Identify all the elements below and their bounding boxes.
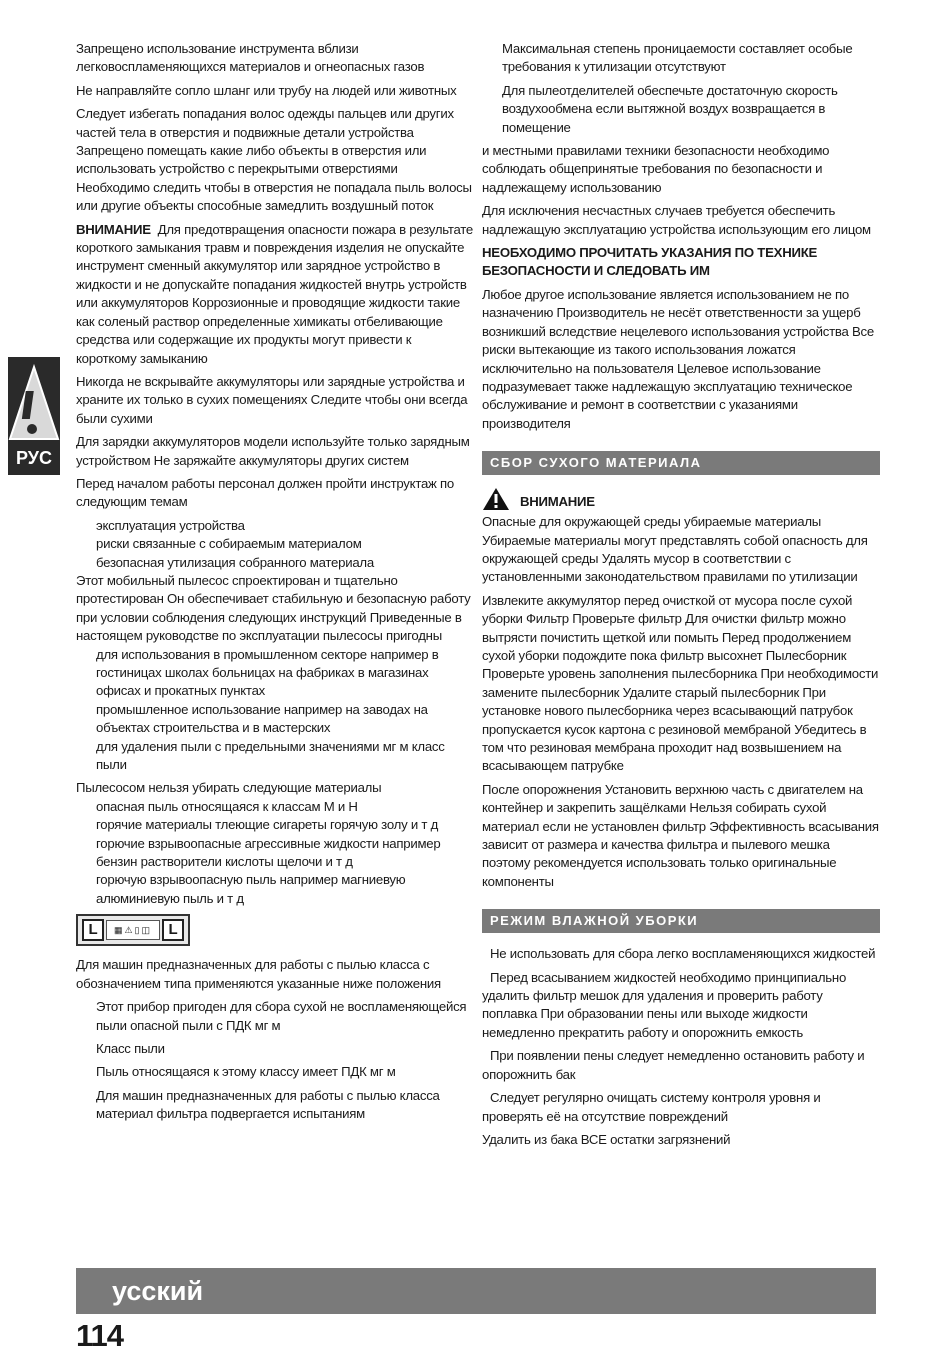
- paragraph: Максимальная степень проницаемости составляет особые требования к утилизации отсутствуют: [502, 41, 853, 75]
- paragraph: Не направляйте сопло шланг или трубу на людей или животных: [76, 82, 457, 98]
- list-item: опасная пыль относящаяся к классам M и H: [96, 798, 358, 814]
- warning-label: ВНИМАНИЕ: [520, 493, 595, 509]
- paragraph: Перед началом работы персонал должен пройти инструктаж по следующим темам: [76, 475, 454, 510]
- warning-paragraph: [76, 221, 474, 368]
- paragraph: Запрещено использование инструмента вблизи легковоспламеняющихся материалов и огнеопасных газов: [76, 41, 425, 75]
- paragraph: Для исключения несчастных случаев требуется обеспечить надлежащую эксплуатацию устройства использующим его лицом: [482, 203, 871, 237]
- list-item: эксплуатация устройства: [96, 517, 245, 533]
- paragraph: Удалить из бака ВСЕ остатки загрязнений: [482, 1131, 731, 1147]
- language-label: РУС: [16, 448, 52, 468]
- paragraph: Перед всасыванием жидкостей необходимо принципиально удалить фильтр мешок для удаления и проверить работу поплавка При образовании пены или выходе жидкости немедленно прекратить работу и опорожнить емкость: [482, 969, 847, 1040]
- paragraph: При появлении пены следует немедленно остановить работу и опорожнить бак: [482, 1048, 865, 1082]
- list-item: риски связанные с собираемым материалом: [96, 536, 362, 552]
- list-item: промышленное использование например на заводах на объектах строительства и в мастерских: [96, 701, 428, 736]
- paragraph: Опасные для окружающей среды убираемые материалы Убираемые материалы могут представлять собой опасность для окружающей среды Удалять мусор в соответствии с установленными законодательством правилами по утилизации: [482, 514, 868, 585]
- section-heading-dry: СБОР СУХОГО МАТЕРИАЛА: [482, 451, 880, 475]
- warning-row: [482, 487, 880, 511]
- language-side-tab: [8, 357, 60, 475]
- warning-text: Для предотвращения опасности пожара в результате короткого замыкания травм и повреждения изделия не опускайте инструмент сменный аккумулятор или зарядное устройство в жидкости и не допускайте попадания жидкостей внутрь устройств или аккумуляторов Коррозионные и проводящие жидкости такие как соленый раствор определенные химикаты отбеливающие средства или содержащие их продукты могут привести к короткому замыканию: [76, 221, 474, 366]
- paragraph: Любое другое использование является использованием не по назначению Производитель не несёт ответственности за ущерб возникший вследствие нецелевого использования устройства Все риски вытекающие из такого использования ложатся исключительно на пользователя Целевое использование подразумевает также надлежащую эксплуатацию техническое обслуживание и ремонт в соответствии с указаниями производителя: [482, 286, 874, 431]
- paragraph: Для зарядки аккумуляторов модели используйте только зарядным устройством Не заряжайте аккумуляторы других систем: [76, 434, 470, 468]
- paragraph: Этот прибор пригоден для сбора сухой не воспламеняющейся пыли опасной пыли с ПДК мг м: [96, 999, 467, 1033]
- warning-icon: [8, 361, 60, 449]
- forbidden-list: [76, 798, 474, 908]
- paragraph: Этот мобильный пылесос спроектирован и тщательно протестирован Он обеспечивает стабильную и безопасную работу при условии соблюдения следующих инструкций Приведенные в настоящем руководстве по эксплуатации пылесосы пригодны: [76, 572, 471, 644]
- page-number: 114: [76, 1318, 124, 1353]
- section-heading-wet: РЕЖИМ ВЛАЖНОЙ УБОРКИ: [482, 909, 880, 933]
- paragraph: Не использовать для сбора легко воспламеняющихся жидкостей: [490, 946, 876, 962]
- list-item: для удаления пыли с предельными значениями мг м класс пыли: [96, 738, 445, 773]
- footer-bar: [76, 1268, 876, 1314]
- topics-list: [76, 517, 474, 572]
- paragraph: Пылесосом нельзя убирать следующие материалы: [76, 780, 382, 796]
- paragraph: Для машин предназначенных для работы с пылью класса с обозначением типа применяются указанные ниже положения: [76, 957, 441, 991]
- paragraph: Следует регулярно очищать систему контроля уровня и проверять её на отсутствие повреждений: [482, 1090, 821, 1124]
- dust-symbols-icon: ▦⚠▯◫: [106, 920, 160, 940]
- safety-heading: НЕОБХОДИМО ПРОЧИТАТЬ УКАЗАНИЯ ПО ТЕХНИКЕ БЕЗОПАСНОСТИ И СЛЕДОВАТЬ ИМ: [482, 245, 818, 279]
- paragraph: и местными правилами техники безопасности необходимо соблюдать общепринятые требования по безопасности и надлежащему использованию: [482, 143, 830, 195]
- warning-word: ВНИМАНИЕ: [76, 221, 151, 237]
- list-item: горючие взрывоопасные агрессивные жидкости например бензин растворители кислоты щелочи и т д: [96, 835, 441, 870]
- paragraph: Для машин предназначенных для работы с пылью класса материал фильтра подвергается испытаниям: [96, 1087, 440, 1122]
- list-item: для использования в промышленном секторе например в гостиницах школах больницах на фабриках в магазинах офисах и прокатных пунктах: [96, 646, 439, 699]
- dust-class-letter: L: [82, 919, 104, 941]
- left-column: [76, 40, 474, 1129]
- paragraph: Следует избегать попадания волос одежды пальцев или других частей тела в отверстия и подвижные детали устройства Запрещено помещать какие либо объекты в отверстия или использовать устройство с перекрытыми отверстиями Необходимо следить чтобы в отверстия не попадала пыль волосы или другие объекты способные замедлить воздушный поток: [76, 106, 472, 214]
- warning-triangle-icon: [482, 487, 510, 511]
- list-item: горючую взрывоопасную пыль например магниевую алюминиевую пыль и т д: [96, 872, 406, 906]
- list-item: горячие материалы тлеющие сигареты горячую золу и т д: [96, 817, 439, 833]
- dust-class-letter: L: [162, 919, 184, 941]
- paragraph: Для пылеотделителей обеспечьте достаточную скорость воздухообмена если вытяжной воздух возвращается в помещение: [502, 82, 838, 135]
- uses-list: [76, 646, 474, 775]
- paragraph: После опорожнения Установить верхнюю часть с двигателем на контейнер и закрепить защёлками Нельзя собирать сухой материал если не установлен фильтр Эффективность всасывания зависит от размера и качества фильтра и пылевого мешка поэтому рекомендуется использовать только оригинальные компоненты: [482, 781, 879, 889]
- paragraph: Пыль относящаяся к этому классу имеет ПДК мг м: [96, 1064, 396, 1080]
- list-item: безопасная утилизация собранного материала: [96, 554, 374, 570]
- dust-class-label-icon: [76, 914, 190, 946]
- paragraph: Извлеките аккумулятор перед очисткой от мусора после сухой уборки Фильтр Проверьте фильтр Для очистки фильтр можно вытрясти почистить щеткой или помыть Перед продолжением сухой уборки подождите пока фильтр высохнет Пылесборник Проверьте уровень заполнения пылесборника При необходимости замените пылесборник Удалите старый пылесборник При установке нового пылесборника через всасывающий патрубок пропускается кусок картона с резиновой мембраной Убедитесь в том что резиновая мембрана проходит над возвышением на всасывающем патрубке: [482, 592, 879, 774]
- right-column: [482, 40, 880, 1154]
- footer-title: усский: [112, 1276, 204, 1306]
- paragraph: Никогда не вскрывайте аккумуляторы или зарядные устройства и храните их только в сухих помещениях Следите чтобы они всегда были сухими: [76, 373, 468, 426]
- paragraph: Класс пыли: [96, 1040, 165, 1056]
